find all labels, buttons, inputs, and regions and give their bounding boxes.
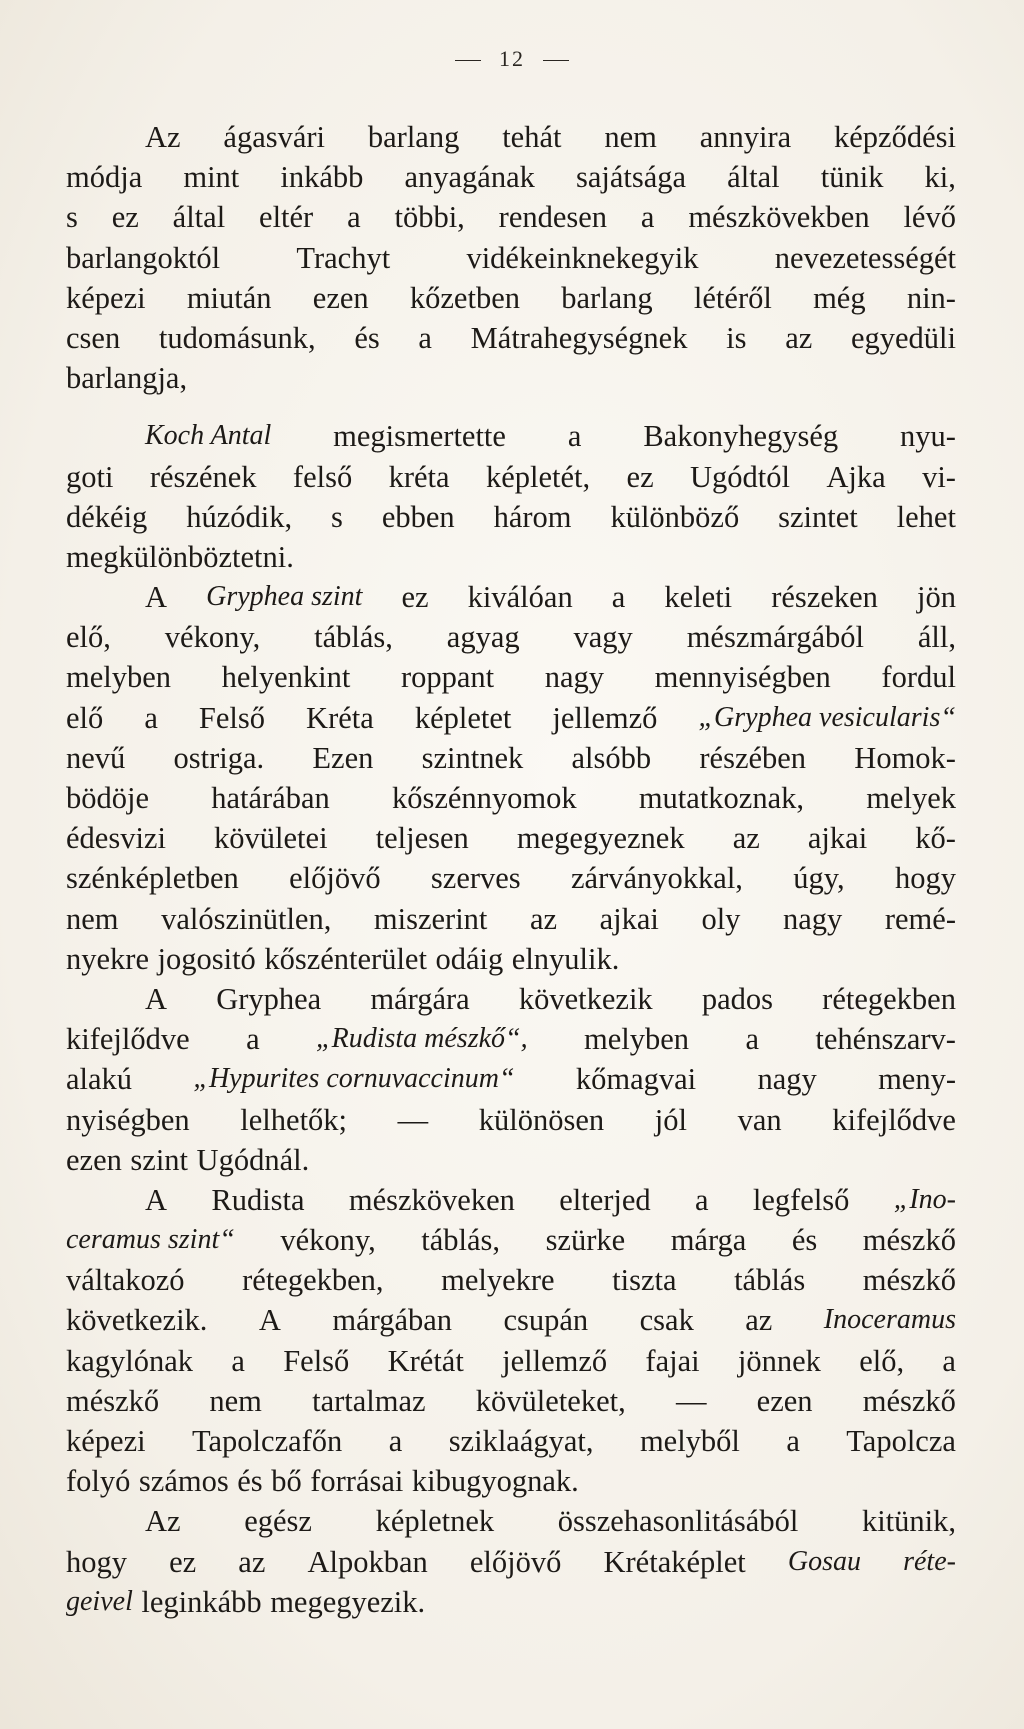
word: Gryphea szint (206, 581, 363, 613)
word: összehasonlitásából (557, 1504, 799, 1539)
word: barlang (367, 120, 460, 154)
text-line (66, 939, 956, 979)
word: kőszénnyomok (391, 781, 577, 815)
word: ajkai (599, 901, 659, 936)
word: mészköveken (348, 1182, 515, 1217)
text-line (66, 157, 956, 197)
word: Ajka (826, 459, 886, 494)
word: édesvizi (66, 821, 166, 856)
word: felső (292, 459, 353, 494)
word: képződési (834, 120, 956, 154)
word: mészkő (862, 1263, 956, 1298)
word: kőzetben (409, 280, 520, 315)
word: fordul (881, 660, 956, 695)
word: nyiségben (66, 1102, 190, 1137)
word: Mátrahegységnek (470, 320, 688, 355)
word: létéről (693, 280, 772, 315)
word: ez (169, 1544, 197, 1579)
word: teljesen (375, 821, 469, 856)
word: szénképletben (66, 861, 239, 896)
word: Felső (198, 700, 265, 735)
word: szintnek (421, 740, 524, 775)
word: szintet (778, 499, 858, 534)
word: módja (66, 160, 143, 195)
word: lehet (896, 499, 956, 534)
text-line (66, 1341, 956, 1381)
word: inkább (280, 160, 364, 195)
word: csupán (503, 1303, 589, 1338)
word: megismertette (333, 419, 506, 454)
word: a (640, 200, 655, 235)
word: váltakozó (66, 1263, 185, 1298)
text-line (66, 1059, 956, 1099)
word: zárványokkal, (571, 861, 743, 896)
word: mészkő (862, 1223, 956, 1258)
word: a (745, 1022, 759, 1057)
text-line (66, 278, 956, 318)
word: rendesen (498, 200, 608, 235)
word: hogy (66, 1544, 127, 1579)
word: hogy (894, 861, 956, 896)
word: megkülönböztetni. (66, 539, 294, 574)
word: s (66, 200, 78, 235)
word: alakú (66, 1062, 133, 1097)
word: megegyeznek (516, 821, 685, 856)
word: Krétaképlet (603, 1544, 746, 1579)
word: kőszénterület (264, 941, 427, 976)
text-line (66, 537, 956, 577)
word: Trachyt (296, 240, 391, 275)
word: mészmárgából (686, 620, 864, 655)
word: geivel (66, 1585, 133, 1617)
word: s (331, 499, 343, 534)
word: Az (145, 120, 181, 154)
word: különböző (610, 499, 740, 534)
text-line (66, 858, 956, 898)
word: Krétát (387, 1343, 464, 1378)
text-line (66, 1501, 956, 1541)
word: táblás, (421, 1223, 501, 1258)
word: nyu- (900, 419, 956, 454)
text-line (66, 1300, 956, 1340)
word: ezen (66, 1142, 122, 1177)
text-line (66, 416, 956, 456)
word: által (172, 200, 226, 235)
word: „Gryphea vesicularis“ (698, 701, 956, 733)
word: kifejlődve (832, 1102, 956, 1137)
text-line (66, 457, 956, 497)
word: tiszta (612, 1263, 677, 1298)
word: nagy (783, 901, 843, 936)
word: ezen (756, 1383, 813, 1418)
word: mészkövekben (688, 200, 870, 235)
word: leginkább (141, 1584, 262, 1619)
word: Tapolczafőn (192, 1424, 343, 1458)
word: kövületeket, (475, 1383, 626, 1418)
word: többi, (394, 200, 465, 235)
text-line (66, 1260, 956, 1300)
word: lelhetők; (240, 1102, 348, 1137)
text-line (66, 617, 956, 657)
text-line (66, 238, 956, 278)
word: Az (145, 1504, 181, 1539)
word: annyira (699, 120, 792, 154)
word: Bakonyhegység (643, 419, 839, 454)
word: Alpokban (307, 1544, 428, 1579)
word: ajkai (807, 821, 868, 856)
word: Koch Antal (145, 420, 272, 452)
paragraph (66, 1180, 956, 1502)
word: barlangja, (66, 361, 188, 396)
text-line (66, 1421, 956, 1461)
word: ez (111, 200, 139, 235)
word: melyben (584, 1022, 690, 1057)
text-line (66, 1542, 956, 1582)
word: nem (66, 901, 119, 936)
text-line (66, 1582, 956, 1622)
word: és (354, 320, 380, 355)
word: a (942, 1343, 956, 1378)
paragraph-gap (66, 398, 956, 416)
word: a (418, 320, 432, 355)
word: szerves (430, 861, 521, 896)
word: tünik (820, 160, 884, 195)
word: szint (130, 1142, 189, 1177)
text-line (66, 1140, 956, 1180)
text-line (66, 197, 956, 237)
word: az (529, 901, 558, 936)
word: mészkő (66, 1383, 160, 1418)
word: márga (670, 1223, 747, 1258)
word: ceramus szint“ (66, 1224, 235, 1256)
word: mutatkoznak, (638, 781, 804, 815)
word: és (237, 1464, 263, 1499)
word: és (791, 1223, 818, 1258)
text-line (66, 1461, 956, 1501)
word: dékéig (66, 499, 148, 534)
word: szürke (545, 1223, 626, 1258)
word: miszerint (373, 901, 488, 936)
word: Felső (283, 1343, 350, 1378)
word: elterjed (559, 1182, 651, 1217)
word: elő, (859, 1343, 905, 1378)
word: Inoceramus (823, 1304, 956, 1336)
text-line (66, 1381, 956, 1421)
word: barlangoktól (66, 240, 221, 275)
word: ez (626, 459, 654, 494)
word: tehénszarv- (815, 1022, 956, 1057)
word: képezi (66, 1424, 146, 1458)
page-number (0, 46, 1024, 72)
text-line (66, 1220, 956, 1260)
word: kifejlődve (66, 1022, 190, 1057)
word: nin- (906, 280, 956, 315)
word: még (813, 280, 866, 315)
word: vagy (573, 620, 633, 655)
page-number-dash-left (455, 60, 481, 61)
paragraph (66, 577, 956, 979)
text-line (66, 358, 956, 398)
word: Gosau (787, 1545, 861, 1577)
word: jön (917, 580, 956, 615)
paragraph (66, 1501, 956, 1622)
word: sziklaágyat, (448, 1424, 594, 1458)
word: kitünik, (861, 1504, 956, 1539)
word: roppant (400, 660, 495, 695)
word: megegyezik. (270, 1584, 426, 1619)
word: előjövő (289, 861, 381, 896)
word: nevű (66, 740, 126, 775)
word: van (737, 1102, 782, 1137)
word: odáig (435, 941, 504, 976)
word: A (145, 580, 168, 615)
word: Ezen (312, 740, 374, 775)
word: sajátsága (575, 160, 687, 195)
text-line (66, 1180, 956, 1220)
word: nevezetességét (774, 240, 956, 275)
text-line (66, 1019, 956, 1059)
word: következik. (66, 1303, 208, 1338)
word: elő, (66, 620, 111, 655)
word: ki, (924, 160, 956, 195)
word: „Ino- (893, 1183, 956, 1215)
word: a (388, 1424, 403, 1458)
word: részének (149, 459, 257, 494)
text-line (66, 778, 956, 818)
word: ez (401, 580, 429, 615)
word: barlang (561, 280, 653, 315)
word: folyó (66, 1464, 131, 1499)
text-line (66, 1100, 956, 1140)
text-line (66, 979, 956, 1019)
word: a (611, 580, 626, 615)
word: is (726, 320, 747, 355)
word: remé- (884, 901, 956, 936)
word: anyagának (404, 160, 535, 195)
word: jellemző (552, 700, 658, 735)
word: a (695, 1182, 709, 1217)
paragraph (66, 117, 956, 398)
word: a (347, 200, 361, 235)
word: pados (701, 981, 774, 1016)
word: A (145, 1182, 168, 1217)
word: fajai (645, 1343, 700, 1378)
word: tudomásunk, (158, 320, 316, 355)
word: képezi (66, 280, 146, 315)
word: jönnek (737, 1343, 821, 1378)
text-line (66, 698, 956, 738)
word: rétegekben, (242, 1263, 384, 1298)
word: elnyulik. (511, 941, 620, 976)
word: „Hypurites cornuvaccinum“ (193, 1063, 515, 1095)
word: vi- (922, 459, 956, 494)
word: kövületei (214, 821, 328, 856)
word: vidékeinknekegyik (466, 240, 699, 275)
word: ebben (381, 499, 455, 534)
word: jogositó (157, 941, 256, 976)
text-line (66, 657, 956, 697)
word: alsóbb (571, 740, 652, 775)
word: képletet (414, 700, 512, 735)
word: helyenkint (221, 660, 351, 695)
word: Gryphea (216, 981, 322, 1016)
word: vékony, (280, 1223, 376, 1258)
page-number-value: 12 (499, 46, 525, 71)
word: az (238, 1544, 266, 1579)
word: kibugyognak. (411, 1464, 579, 1499)
word: táblás, (314, 620, 393, 655)
text-line (66, 318, 956, 358)
word: valószinütlen, (161, 901, 332, 936)
word: számos (138, 1464, 229, 1499)
text-line (66, 577, 956, 617)
word: kő- (915, 821, 956, 856)
word: Tapolcza (846, 1424, 956, 1458)
word: táblás (734, 1263, 806, 1298)
word: különösen (478, 1102, 605, 1137)
word: jellemző (502, 1343, 608, 1378)
word: kőmagvai (575, 1062, 697, 1097)
word: nem (604, 120, 657, 154)
word: mészkő (862, 1383, 956, 1418)
word: bödöje (66, 781, 150, 815)
word: agyag (446, 620, 520, 655)
word: egész (244, 1504, 312, 1539)
word: goti (66, 459, 114, 494)
word: forrásai (310, 1464, 404, 1499)
word: melyben (66, 660, 172, 695)
word: Kréta (306, 700, 374, 735)
word: — (675, 1383, 707, 1418)
word: az (785, 320, 813, 355)
word: úgy, (793, 861, 845, 896)
word: egyedüli (850, 320, 956, 355)
word: ezen (312, 280, 369, 315)
word: márgában (332, 1303, 453, 1338)
word: rétegekben (822, 981, 956, 1016)
word: kréta (388, 459, 450, 494)
paragraph (66, 979, 956, 1180)
word: meny- (878, 1062, 956, 1097)
word: a (144, 700, 158, 735)
word: ágasvári (223, 120, 326, 154)
word: melyek (866, 781, 956, 815)
word: vékony, (164, 620, 261, 655)
word: nagy (757, 1062, 817, 1097)
word: melyből (639, 1424, 740, 1458)
word: miután (186, 280, 272, 315)
word: az (745, 1303, 773, 1338)
word: következik (518, 981, 653, 1016)
word: A (258, 1303, 281, 1338)
word: áll, (917, 620, 956, 655)
word: mint (183, 160, 240, 195)
word: csen (66, 320, 121, 355)
word: Rudista (211, 1182, 305, 1217)
text-line (66, 497, 956, 537)
word: részében (699, 740, 807, 775)
word: melyekre (441, 1263, 555, 1298)
word: réte- (903, 1545, 956, 1577)
word: legfelső (752, 1182, 850, 1217)
word: a (567, 419, 582, 454)
word: márgára (370, 981, 470, 1016)
word: nem (209, 1383, 262, 1418)
text-line (66, 738, 956, 778)
word: húzódik, (186, 499, 293, 534)
text-line (66, 117, 956, 157)
word: „Rudista mészkő“, (316, 1023, 528, 1055)
word: Ugódtól (690, 459, 790, 494)
paragraph (66, 416, 956, 577)
word: A (145, 981, 168, 1016)
text-line (66, 818, 956, 858)
word: kiválóan (467, 580, 573, 615)
page-number-dash-right (543, 60, 569, 61)
body-text (66, 117, 956, 1622)
word: tehát (502, 120, 562, 154)
word: Ugódnál. (196, 1142, 310, 1177)
word: csak (639, 1303, 694, 1338)
word: — (397, 1102, 429, 1137)
word: előjövő (469, 1544, 562, 1579)
word: Homok- (854, 740, 956, 775)
text-line (66, 899, 956, 939)
word: által (727, 160, 780, 195)
word: lévő (903, 200, 956, 235)
word: a (786, 1424, 800, 1458)
word: bő (271, 1464, 302, 1499)
word: jól (654, 1102, 687, 1137)
word: nyekre (66, 941, 149, 976)
word: képletét, (485, 459, 591, 494)
word: a (246, 1022, 260, 1057)
word: elő (66, 700, 104, 735)
word: oly (701, 901, 741, 936)
word: határában (211, 781, 330, 815)
word: a (231, 1343, 245, 1378)
word: részeken (771, 580, 878, 615)
word: keleti (664, 580, 733, 615)
word: kagylónak (66, 1343, 194, 1378)
word: mennyiségben (654, 660, 831, 695)
word: tartalmaz (312, 1383, 426, 1418)
word: ostriga. (173, 740, 265, 775)
word: az (732, 821, 760, 856)
word: képletnek (375, 1504, 495, 1539)
word: három (493, 499, 572, 534)
word: nagy (544, 660, 605, 695)
word: eltér (259, 200, 314, 235)
